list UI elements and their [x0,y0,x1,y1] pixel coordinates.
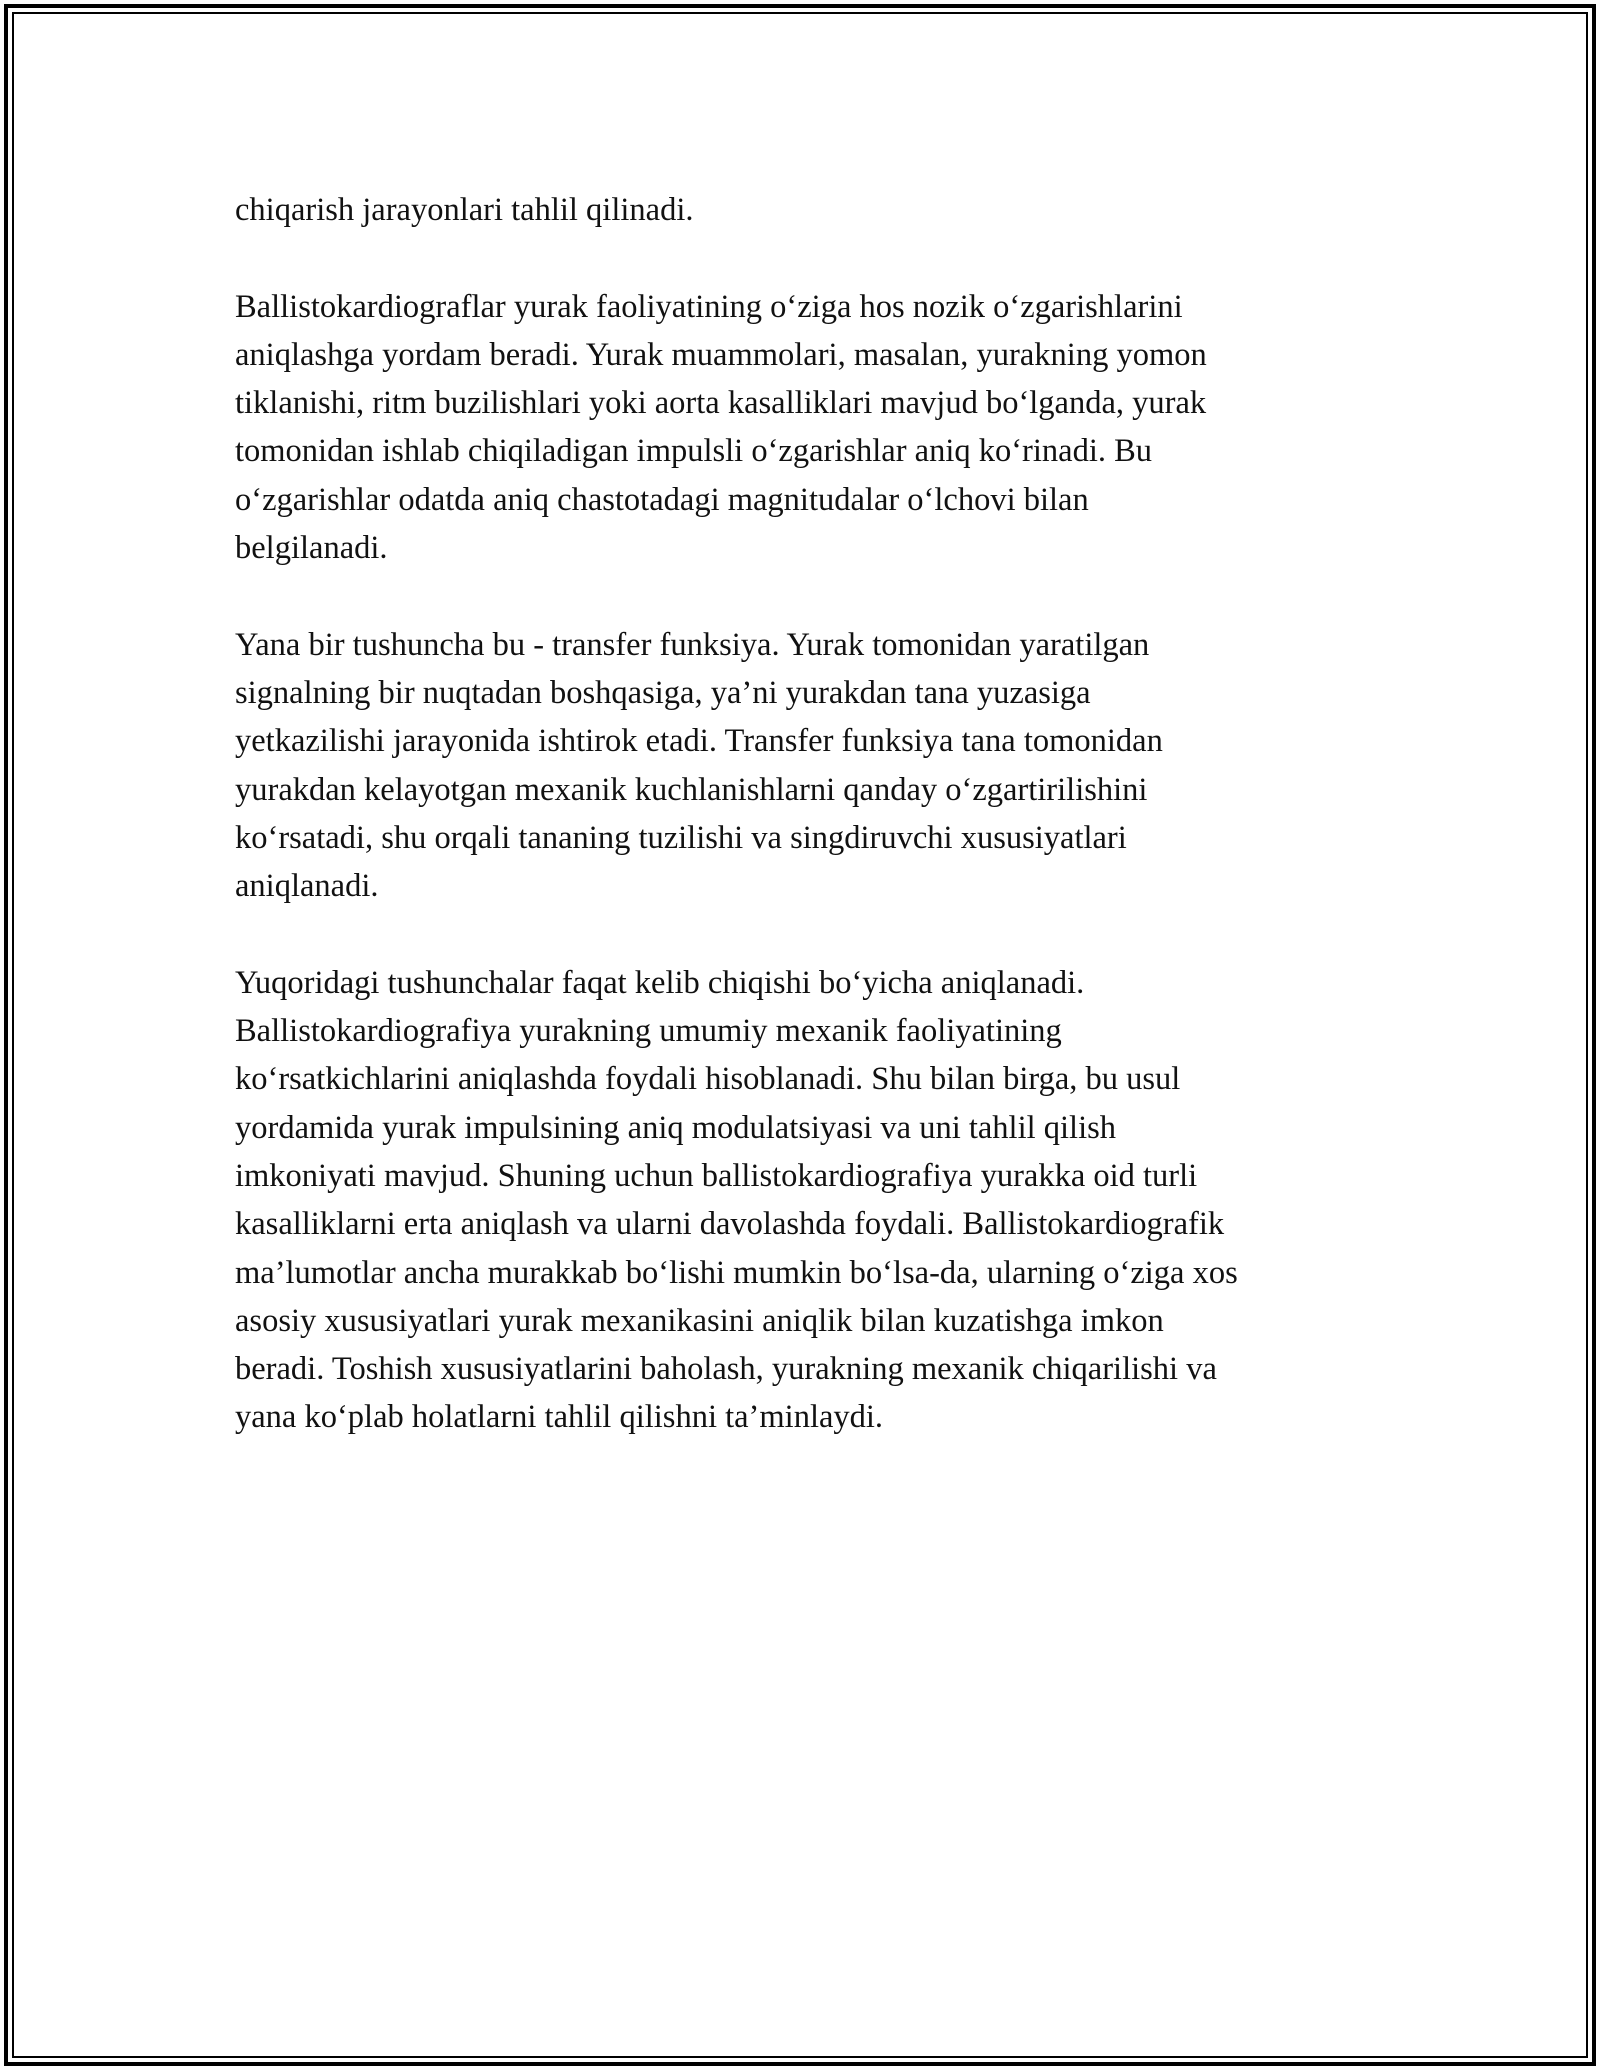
text-line: chiqarish jarayonlari tahlil qilinadi. [235,192,694,228]
text-line: aniqlashga yordam beradi. Yurak muammolari, masalan, yurakning yomon [235,336,1207,373]
document-body [235,186,1375,1490]
text-line: belgilanadi. [235,530,388,567]
paragraph-1 [235,186,1375,234]
text-line: signalning bir nuqtadan boshqasiga, ya’ni yurakdan tana yuzasiga [235,674,1091,711]
text-line: ko‘rsatkichlarini aniqlashda foydali hisoblanadi. Shu bilan birga, bu usul [235,1061,1181,1098]
text-line: yordamida yurak impulsining aniq modulatsiyasi va uni tahlil qilish [235,1109,1117,1146]
paragraph-3 [235,621,1375,911]
text-line: ma’lumotlar ancha murakkab bo‘lishi mumkin bo‘lsa-da, ularning o‘ziga xos [235,1254,1238,1291]
text-line: tiklanishi, ritm buzilishlari yoki aorta kasalliklari mavjud bo‘lganda, yurak [235,385,1207,422]
text-line: yetkazilishi jarayonida ishtirok etadi. Transfer funksiya tana tomonidan [235,723,1163,760]
text-line: o‘zgarishlar odatda aniq chastotadagi magnitudalar o‘lchovi bilan [235,481,1089,518]
text-line: ko‘rsatadi, shu orqali tananing tuzilishi va singdiruvchi xususiyatlari [235,819,1127,856]
text-line: asosiy xususiyatlari yurak mexanikasini aniqlik bilan kuzatishga imkon [235,1302,1164,1339]
text-line: yurakdan kelayotgan mexanik kuchlanishlarni qanday o‘zgartirilishini [235,771,1148,808]
text-line: imkoniyati mavjud. Shuning uchun ballistokardiografiya yurakka oid turli [235,1157,1198,1194]
text-line: Yana bir tushuncha bu - transfer funksiya. Yurak tomonidan yaratilgan [235,626,1150,663]
text-line: tomonidan ishlab chiqiladigan impulsli o‘zgarishlar aniq ko‘rinadi. Bu [235,433,1153,470]
text-line: Ballistokardiograflar yurak faoliyatining o‘ziga hos nozik o‘zgarishlarini [235,288,1183,325]
text-line: Yuqoridagi tushunchalar faqat kelib chiqishi bo‘yicha aniqlanadi. [235,964,1085,1001]
text-line: aniqlanadi. [235,868,379,905]
paragraph-2 [235,283,1375,573]
text-line: kasalliklarni erta aniqlash va ularni davolashda foydali. Ballistokardiografik [235,1206,1225,1243]
paragraph-4 [235,959,1375,1442]
text-line: beradi. Toshish xususiyatlarini baholash, yurakning mexanik chiqarilishi va [235,1351,1217,1388]
text-line: Ballistokardiografiya yurakning umumiy mexanik faoliyatining [235,1013,1062,1050]
text-line: yana ko‘plab holatlarni tahlil qilishni ta’minlaydi. [235,1399,884,1436]
